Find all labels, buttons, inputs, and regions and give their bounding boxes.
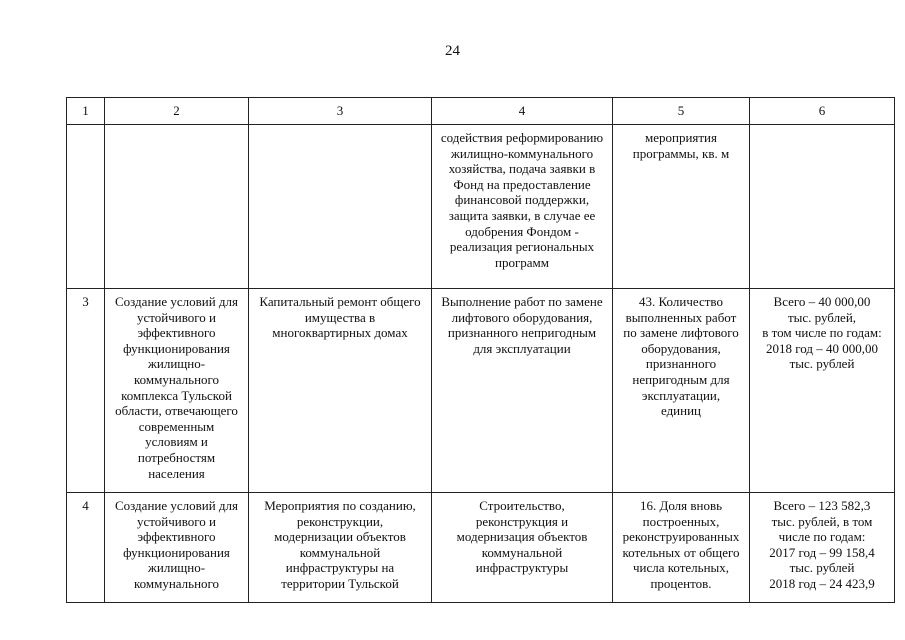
activity-cell: Строительство, реконструкция и модернизация объектов коммунальной инфраструктуры — [432, 493, 613, 603]
program-table — [66, 97, 895, 603]
goal-cell — [105, 125, 249, 289]
funding-cell: Всего – 40 000,00 тыс. рублей, в том числе по годам: 2018 год – 40 000,00 тыс. рублей — [750, 289, 895, 493]
indicator-cell: 43. Количество выполненных работ по замене лифтового оборудования, признанного непригодным для эксплуатации, единиц — [613, 289, 750, 493]
header-cell: 5 — [613, 98, 750, 125]
task-cell: Капитальный ремонт общего имущества в многоквартирных домах — [249, 289, 432, 493]
activity-cell: содействия реформированию жилищно-коммунального хозяйства, подача заявки в Фонд на предоставление финансовой поддержки, защита заявки, в случае ее одобрения Фондом - реализация региональных программ — [432, 125, 613, 289]
table-row — [67, 125, 895, 289]
row-number-cell — [67, 125, 105, 289]
task-cell: Мероприятия по созданию, реконструкции, модернизации объектов коммунальной инфраструктуры на территории Тульской — [249, 493, 432, 603]
header-cell: 4 — [432, 98, 613, 125]
goal-cell: Создание условий для устойчивого и эффективного функционирования жилищно- коммунального — [105, 493, 249, 603]
table-row — [67, 289, 895, 493]
header-cell: 6 — [750, 98, 895, 125]
header-cell: 1 — [67, 98, 105, 125]
header-cell: 2 — [105, 98, 249, 125]
indicator-cell: мероприятия программы, кв. м — [613, 125, 750, 289]
page-number: 24 — [445, 43, 460, 59]
table-header-row — [67, 98, 895, 125]
row-number-cell: 3 — [67, 289, 105, 493]
funding-cell — [750, 125, 895, 289]
goal-cell: Создание условий для устойчивого и эффективного функционирования жилищно- коммунального комплекса Тульской области, отвечающего современным условиям и потребностям населения — [105, 289, 249, 493]
funding-cell: Всего – 123 582,3 тыс. рублей, в том числе по годам: 2017 год – 99 158,4 тыс. рублей 2018 год – 24 423,9 — [750, 493, 895, 603]
header-cell: 3 — [249, 98, 432, 125]
indicator-cell: 16. Доля вновь построенных, реконструированных котельных от общего числа котельных, процентов. — [613, 493, 750, 603]
task-cell — [249, 125, 432, 289]
table-row — [67, 493, 895, 603]
row-number-cell: 4 — [67, 493, 105, 603]
activity-cell: Выполнение работ по замене лифтового оборудования, признанного непригодным для эксплуатации — [432, 289, 613, 493]
